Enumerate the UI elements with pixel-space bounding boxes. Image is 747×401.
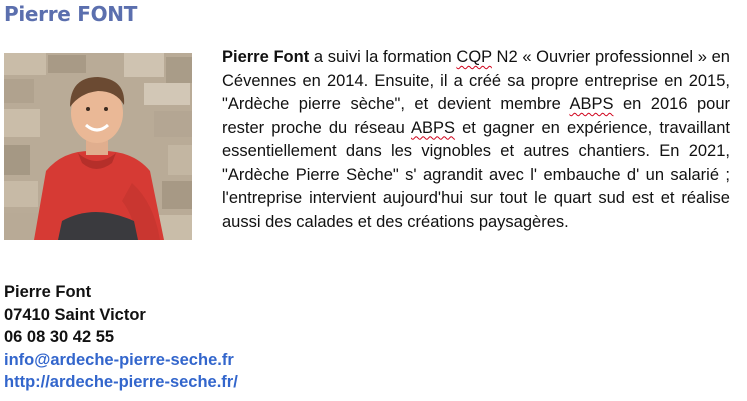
page-title: Pierre FONT <box>4 2 138 26</box>
portrait-photo <box>4 53 192 240</box>
bio-name: Pierre Font <box>222 48 310 66</box>
spellcheck-word-abps: ABPS <box>569 95 614 113</box>
bio-paragraph <box>222 46 730 234</box>
bio-text-2: N2 « Ouvrier professionnel » en Cévennes en 2014. Ensuite, il a créé sa propre entreprise en 2015, "Ardèche pierre sèche", et devient membre <box>222 48 730 113</box>
website-link[interactable]: http://ardeche-pierre-seche.fr/ <box>4 373 238 391</box>
contact-phone: 06 08 30 42 55 <box>4 328 115 346</box>
bio-text-4: et gagner en expérience, travaillant essentiellement dans les vignobles et autres chantiers. En 2021, "Ardèche Pierre Sèche" s' agrandit avec l' embauche d' un salarié ; l'entreprise intervient aujourd'hui sur tout le quart sud est et réalise aussi des calades et des créations paysagères. <box>222 118 730 231</box>
contact-city: 07410 Saint Victor <box>4 305 146 324</box>
contact-block <box>4 281 238 394</box>
bio-text-1: a suivi la formation <box>309 48 457 66</box>
email-link[interactable]: info@ardeche-pierre-seche.fr <box>4 350 234 369</box>
spellcheck-word-abps: ABPS <box>410 118 456 137</box>
bio-text-3: en 2016 pour rester proche du réseau <box>222 95 730 137</box>
contact-name: Pierre Font <box>4 283 92 301</box>
spellcheck-word-cqp: CQP <box>456 48 492 66</box>
